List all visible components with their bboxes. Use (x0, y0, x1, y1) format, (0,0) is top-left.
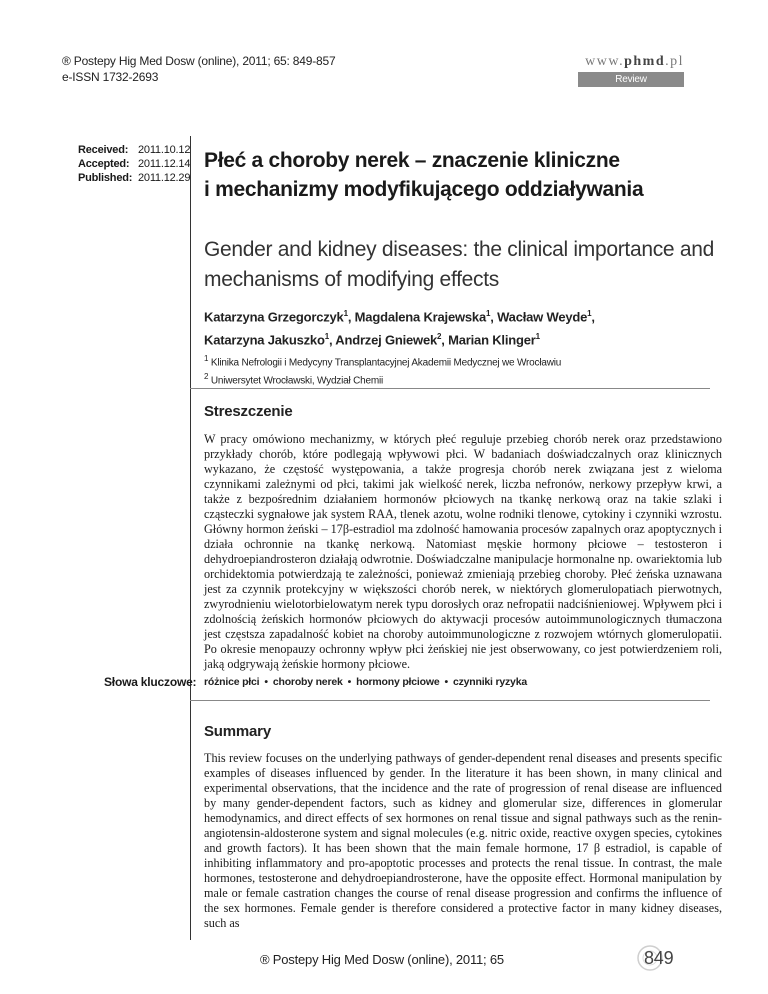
author-affiliation: 1 (486, 309, 491, 318)
author-name: Katarzyna Grzegorczyk (204, 309, 344, 325)
issn: e-ISSN 1732-2693 (62, 70, 159, 84)
journal-citation: ® Postepy Hig Med Dosw (online), 2011; 65: 849-857 (62, 54, 336, 68)
author-name: Andrzej Gniewek (335, 332, 438, 348)
author-name: Katarzyna Jakuszko (204, 332, 325, 348)
keyword-separator: • (347, 676, 352, 688)
streszczenie-heading: Streszczenie (204, 403, 293, 420)
journal-header (62, 53, 335, 85)
affiliation-number: 1 (204, 354, 209, 363)
received-label: Received: (78, 144, 129, 156)
streszczenie-text: W pracy omówiono mechanizmy, w których płeć reguluje przebieg chorób nerek oraz przedstawiono przykłady chorób, które podlegają wpływowi płci. W badaniach doświadczalnych oraz klinicznych wykazano, że częstość występowania, a także progresja chorób nerek związana jest z wieloma czynnikami zależnymi od płci, takimi jak wielkość nerek, liczba nefronów, nerkowy przepływ krwi, a także z bezpośrednim działaniem hormonów płciowych na tkankę nerkową oraz na takie szlaki i cząsteczki sygnałowe jak system RAA, tlenek azotu, wolne rodniki tlenowe, cytokiny i czynniki wzrostu. Główny hormon żeński – 17β-estradiol ma zdolność hamowania procesów zapalnych oraz apoptycznych i działa ochronnie na tkankę nerkową. Natomiast męskie hormony płciowe – testosteron i dehydroepiandrosteron działają odwrotnie. Doświadczalne manipulacje hormonalne np. owariektomia lub orchidektomia potwierdzają te zależności, ponieważ zmieniają przebieg choroby. Płeć żeńska uznawana jest za czynnik protekcyjny w większości chorób nerek, w niektórych glomerulopatiach pierwotnych, zwyrodnieniu wielotorbielowatym nerek typu dorosłych oraz nefropatii nadciśnieniowej. Wpływem płci i zdolnością żeńskich hormonów płciowych do aktywacji procesów autoimmunologicznych tłumaczona jest częstsza zapadalność kobiet na choroby autoimmunologiczne z rozwojem wtórnych glomerulopatii. Po okresie menopauzy ochronny wpływ płci żeńskiej nie jest obserwowany, co jest potwierdzeniem roli, jaką odgrywają żeńskie hormony płciowe. (204, 432, 722, 671)
summary-text: This review focuses on the underlying pathways of gender-dependent renal diseases and presents specific examples of diseases influenced by gender. In the literature it has been shown, in many clinical and experimental observations, that the incidence and the rate of progression of renal disease are influenced by many gender-dependent factors, such as kidney and glomerular size, differences in glomerular hemodynamics, and direct effects of sex hormones on renal tissue and signal pathways such as the renin-angiotensin-aldosterone system and signal molecules (e.g. nitric oxide, reactive oxygen species, cytokines and growth factors). It has been shown that the main female hormone, 17 β estradiol, is capable of inhibiting inflammatory and pro-apoptotic processes and protects the renal tissue. In contrast, the male hormones, testosterone and dehydroepiandrosterone, have the opposite effect. Hormonal manipulation by male or female castration changes the course of renal disease progression and confirms the influence of the sex hormones. Female gender is therefore considered a protective factor in many kidney diseases, such as (204, 751, 722, 930)
accepted-date: 2011.12.14 (138, 158, 191, 170)
author-list (204, 304, 744, 351)
summary-heading: Summary (204, 723, 271, 740)
affiliation-number: 2 (204, 372, 209, 382)
keyword: choroby nerek (272, 676, 343, 688)
title-polish (204, 146, 724, 204)
author-affiliation: 1 (324, 332, 329, 342)
author-affiliation: 1 (587, 309, 592, 318)
journal-website[interactable] (585, 54, 684, 70)
site-prefix: www. (585, 54, 625, 69)
keywords-list (204, 676, 527, 688)
published-label: Published: (78, 172, 133, 184)
footer-citation: ® Postepy Hig Med Dosw (online), 2011; 65 (260, 952, 504, 967)
author-name: Marian Klinger (448, 332, 536, 348)
affiliation-text: Uniwersytet Wrocławski, Wydział Chemii (210, 375, 384, 387)
author-separator: , (591, 309, 595, 325)
title-polish-line1: Płeć a choroby nerek – znaczenie kliniczne (204, 149, 620, 172)
affiliation-text: Klinika Nefrologii i Medycyny Transplantacyjnej Akademii Medycznej we Wrocławiu (210, 357, 562, 369)
site-suffix: .pl (665, 54, 684, 69)
article-type-badge: Review (578, 72, 684, 87)
section-rule (190, 388, 710, 389)
keywords-label: Słowa kluczowe: (104, 675, 197, 689)
title-polish-line2: i mechanizmy modyfikującego oddziaływania (204, 178, 644, 201)
title-english-line2: mechanisms of modifying effects (204, 268, 499, 291)
author-name: Magdalena Krajewska (354, 309, 486, 325)
keyword-separator: • (444, 676, 448, 688)
keyword: różnice płci (204, 676, 260, 688)
received-date: 2011.10.12 (138, 144, 191, 156)
title-english (204, 235, 744, 295)
keyword: hormony płciowe (356, 676, 440, 688)
article-dates (78, 143, 190, 185)
author-separator: , (490, 309, 498, 325)
author-separator: , (328, 332, 336, 348)
page-number: 849 (644, 948, 674, 968)
published-date: 2011.12.29 (138, 172, 191, 184)
author-affiliation: 1 (535, 332, 540, 342)
site-name: phmd (624, 54, 666, 69)
author-name: Wacław Weyde (497, 309, 588, 325)
author-separator: , (441, 332, 449, 348)
column-divider (190, 136, 191, 940)
title-english-line1: Gender and kidney diseases: the clinical importance and (204, 238, 714, 261)
affiliations (204, 352, 744, 389)
author-affiliation: 2 (437, 332, 442, 342)
accepted-label: Accepted: (78, 158, 130, 170)
section-rule (190, 700, 710, 701)
author-separator: , (347, 309, 355, 325)
author-affiliation: 1 (343, 309, 348, 318)
keyword-separator: • (264, 676, 268, 688)
keyword: czynniki ryzyka (452, 676, 527, 688)
